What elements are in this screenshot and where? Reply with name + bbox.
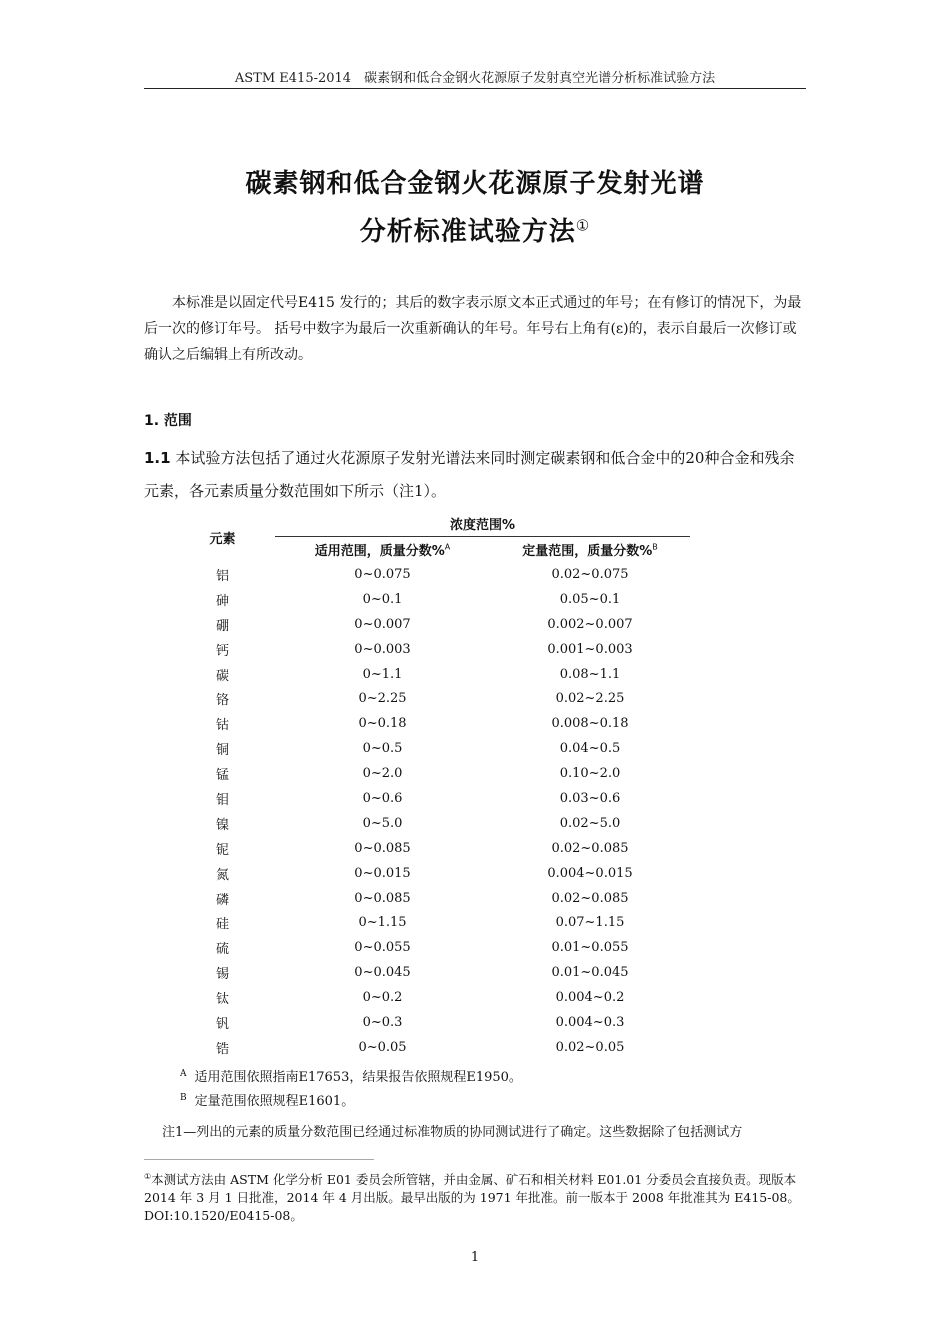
cell-quantitative-range: 0.02~5.0 (559, 815, 621, 831)
cell-quantitative-range: 0.001~0.003 (547, 641, 633, 657)
footnote (144, 1168, 806, 1225)
cell-quantitative-range: 0.04~0.5 (559, 741, 621, 757)
table-row (170, 786, 690, 811)
cell-element: 钴 (215, 718, 229, 734)
col-header-applicable (275, 536, 490, 562)
cell-element: 钼 (215, 792, 229, 808)
cell-applicable-range: 0~1.15 (358, 915, 407, 931)
page-number: 1 (470, 1250, 480, 1265)
table-row (170, 612, 690, 637)
cell-element: 氮 (215, 867, 229, 883)
cell-applicable-range: 0~0.18 (358, 716, 407, 732)
table-row (170, 910, 690, 935)
table-row (170, 960, 690, 985)
cell-applicable-range: 0~0.085 (354, 890, 411, 906)
table-row (170, 886, 690, 911)
cell-quantitative-range: 0.01~0.055 (551, 940, 629, 956)
cell-applicable-range: 0~0.045 (354, 965, 411, 981)
table-row (170, 587, 690, 612)
cell-applicable-range: 0~1.1 (362, 666, 403, 682)
cell-applicable-range: 0~5.0 (362, 815, 403, 831)
intro-paragraph: 本标准是以固定代号E415 发行的；其后的数字表示原文本正式通过的年号；在有修订的情况下，为最后一次的修订年号。 括号中数字为最后一次重新确认的年号。年号右上角有(ε)的，表示自最后一次修订或确认之后编辑上有所改动。 (144, 295, 802, 363)
table-row (170, 935, 690, 960)
col-header-applicable-sup: A (444, 542, 451, 552)
col-header-quantitative-sup: B (652, 542, 658, 552)
note-b-mark: B (180, 1092, 187, 1103)
running-header: ASTM E415-2014 碳素钢和低合金钢火花源原子发射真空光谱分析标准试验方法 (234, 71, 716, 86)
table-row (170, 1035, 690, 1060)
cell-quantitative-range: 0.03~0.6 (559, 790, 621, 806)
concentration-table (170, 512, 690, 1060)
cell-element: 铌 (215, 842, 229, 858)
cell-quantitative-range: 0.02~0.085 (551, 890, 629, 906)
cell-element: 砷 (215, 593, 229, 609)
note-a-mark: A (180, 1068, 187, 1079)
cell-element: 碳 (215, 668, 229, 684)
cell-quantitative-range: 0.01~0.045 (551, 965, 629, 981)
cell-quantitative-range: 0.07~1.15 (555, 915, 625, 931)
cell-applicable-range: 0~2.25 (358, 691, 407, 707)
cell-quantitative-range: 0.02~0.05 (555, 1039, 625, 1055)
col-header-quantitative-text: 定量范围，质量分数% (522, 543, 653, 559)
paragraph-1-1-text: 本试验方法包括了通过火花源原子发射光谱法来同时测定碳素钢和低合金中的20种合金和残余元素，各元素质量分数范围如下所示（注1）。 (144, 449, 795, 500)
footnote-mark: ① (144, 1172, 152, 1181)
cell-element: 锆 (215, 1041, 229, 1057)
cell-quantitative-range: 0.02~0.085 (551, 840, 629, 856)
table-row (170, 811, 690, 836)
cell-quantitative-range: 0.02~0.075 (551, 566, 629, 582)
cell-element: 锡 (215, 967, 229, 983)
cell-applicable-range: 0~0.055 (354, 940, 411, 956)
header-rule (144, 88, 806, 89)
cell-quantitative-range: 0.008~0.18 (551, 716, 629, 732)
cell-applicable-range: 0~0.2 (362, 990, 403, 1006)
cell-element: 镍 (215, 817, 229, 833)
cell-applicable-range: 0~0.05 (358, 1039, 407, 1055)
cell-applicable-range: 0~0.007 (354, 616, 411, 632)
table-row (170, 736, 690, 761)
table-row (170, 686, 690, 711)
cell-element: 硼 (215, 618, 229, 634)
cell-element: 钙 (215, 643, 229, 659)
cell-quantitative-range: 0.002~0.007 (547, 616, 633, 632)
cell-quantitative-range: 0.004~0.2 (555, 990, 625, 1006)
col-header-quantitative (490, 536, 690, 562)
cell-quantitative-range: 0.08~1.1 (559, 666, 621, 682)
col-header-element: 元素 (209, 531, 236, 547)
cell-applicable-range: 0~0.5 (362, 741, 403, 757)
table-row (170, 761, 690, 786)
col-header-applicable-text: 适用范围，质量分数% (314, 543, 445, 559)
table-row (170, 1010, 690, 1035)
table-row (170, 861, 690, 886)
table-row (170, 637, 690, 662)
cell-quantitative-range: 0.05~0.1 (559, 591, 621, 607)
table-row (170, 711, 690, 736)
table-row (170, 985, 690, 1010)
cell-applicable-range: 0~0.6 (362, 790, 403, 806)
cell-element: 铝 (215, 568, 229, 584)
title-footnote-mark: ① (575, 216, 591, 235)
table-note-b (180, 1090, 354, 1109)
document-title-line1 (0, 163, 950, 200)
cell-quantitative-range: 0.02~2.25 (555, 691, 625, 707)
cell-element: 钒 (215, 1016, 229, 1032)
cell-quantitative-range: 0.004~0.015 (547, 865, 633, 881)
footnote-text: 本测试方法由 ASTM 化学分析 E01 委员会所管辖，并由金属、矿石和相关材料 E01.01 分委员会直接负责。现版本 2014 年 3 月 1 日批准，2014 年 4 月出版。最早出版的为 1971 年批准。前一版本于 2008 年批准其为 E415-08。DOI:10.1520/E0415-08。 (144, 1172, 800, 1224)
cell-quantitative-range: 0.004~0.3 (555, 1014, 625, 1030)
table-note-a (180, 1066, 522, 1085)
cell-quantitative-range: 0.10~2.0 (559, 766, 621, 782)
cell-element: 铬 (215, 693, 229, 709)
table-row (170, 562, 690, 587)
cell-element: 硫 (215, 942, 229, 958)
note-a-text: 适用范围依照指南E17653，结果报告依照规程E1950。 (194, 1070, 522, 1085)
cell-applicable-range: 0~2.0 (362, 766, 403, 782)
footnote-rule (144, 1159, 374, 1160)
cell-applicable-range: 0~0.1 (362, 591, 403, 607)
table-row (170, 836, 690, 861)
cell-applicable-range: 0~0.015 (354, 865, 411, 881)
document-title-line2 (0, 211, 950, 248)
cell-element: 锰 (215, 768, 229, 784)
paragraph-1-1 (144, 442, 806, 508)
note-b-text: 定量范围依照规程E1601。 (194, 1094, 355, 1109)
title-line1-text: 碳素钢和低合金钢火花源原子发射光谱 (245, 169, 705, 199)
cell-applicable-range: 0~0.085 (354, 840, 411, 856)
cell-element: 铜 (215, 743, 229, 759)
title-line2-text: 分析标准试验方法 (359, 217, 576, 247)
cell-applicable-range: 0~0.3 (362, 1014, 403, 1030)
cell-applicable-range: 0~0.003 (354, 641, 411, 657)
table-row (170, 662, 690, 687)
cell-applicable-range: 0~0.075 (354, 566, 411, 582)
col-header-group: 浓度范围% (275, 512, 690, 536)
paragraph-number: 1.1 (144, 449, 171, 467)
note-1: 注1—列出的元素的质量分数范围已经通过标准物质的协同测试进行了确定。这些数据除了包括测试方 (162, 1125, 743, 1140)
section-heading-scope: 1. 范围 (144, 413, 192, 429)
cell-element: 磷 (215, 892, 229, 908)
cell-element: 钛 (215, 992, 229, 1008)
cell-element: 硅 (215, 917, 229, 933)
